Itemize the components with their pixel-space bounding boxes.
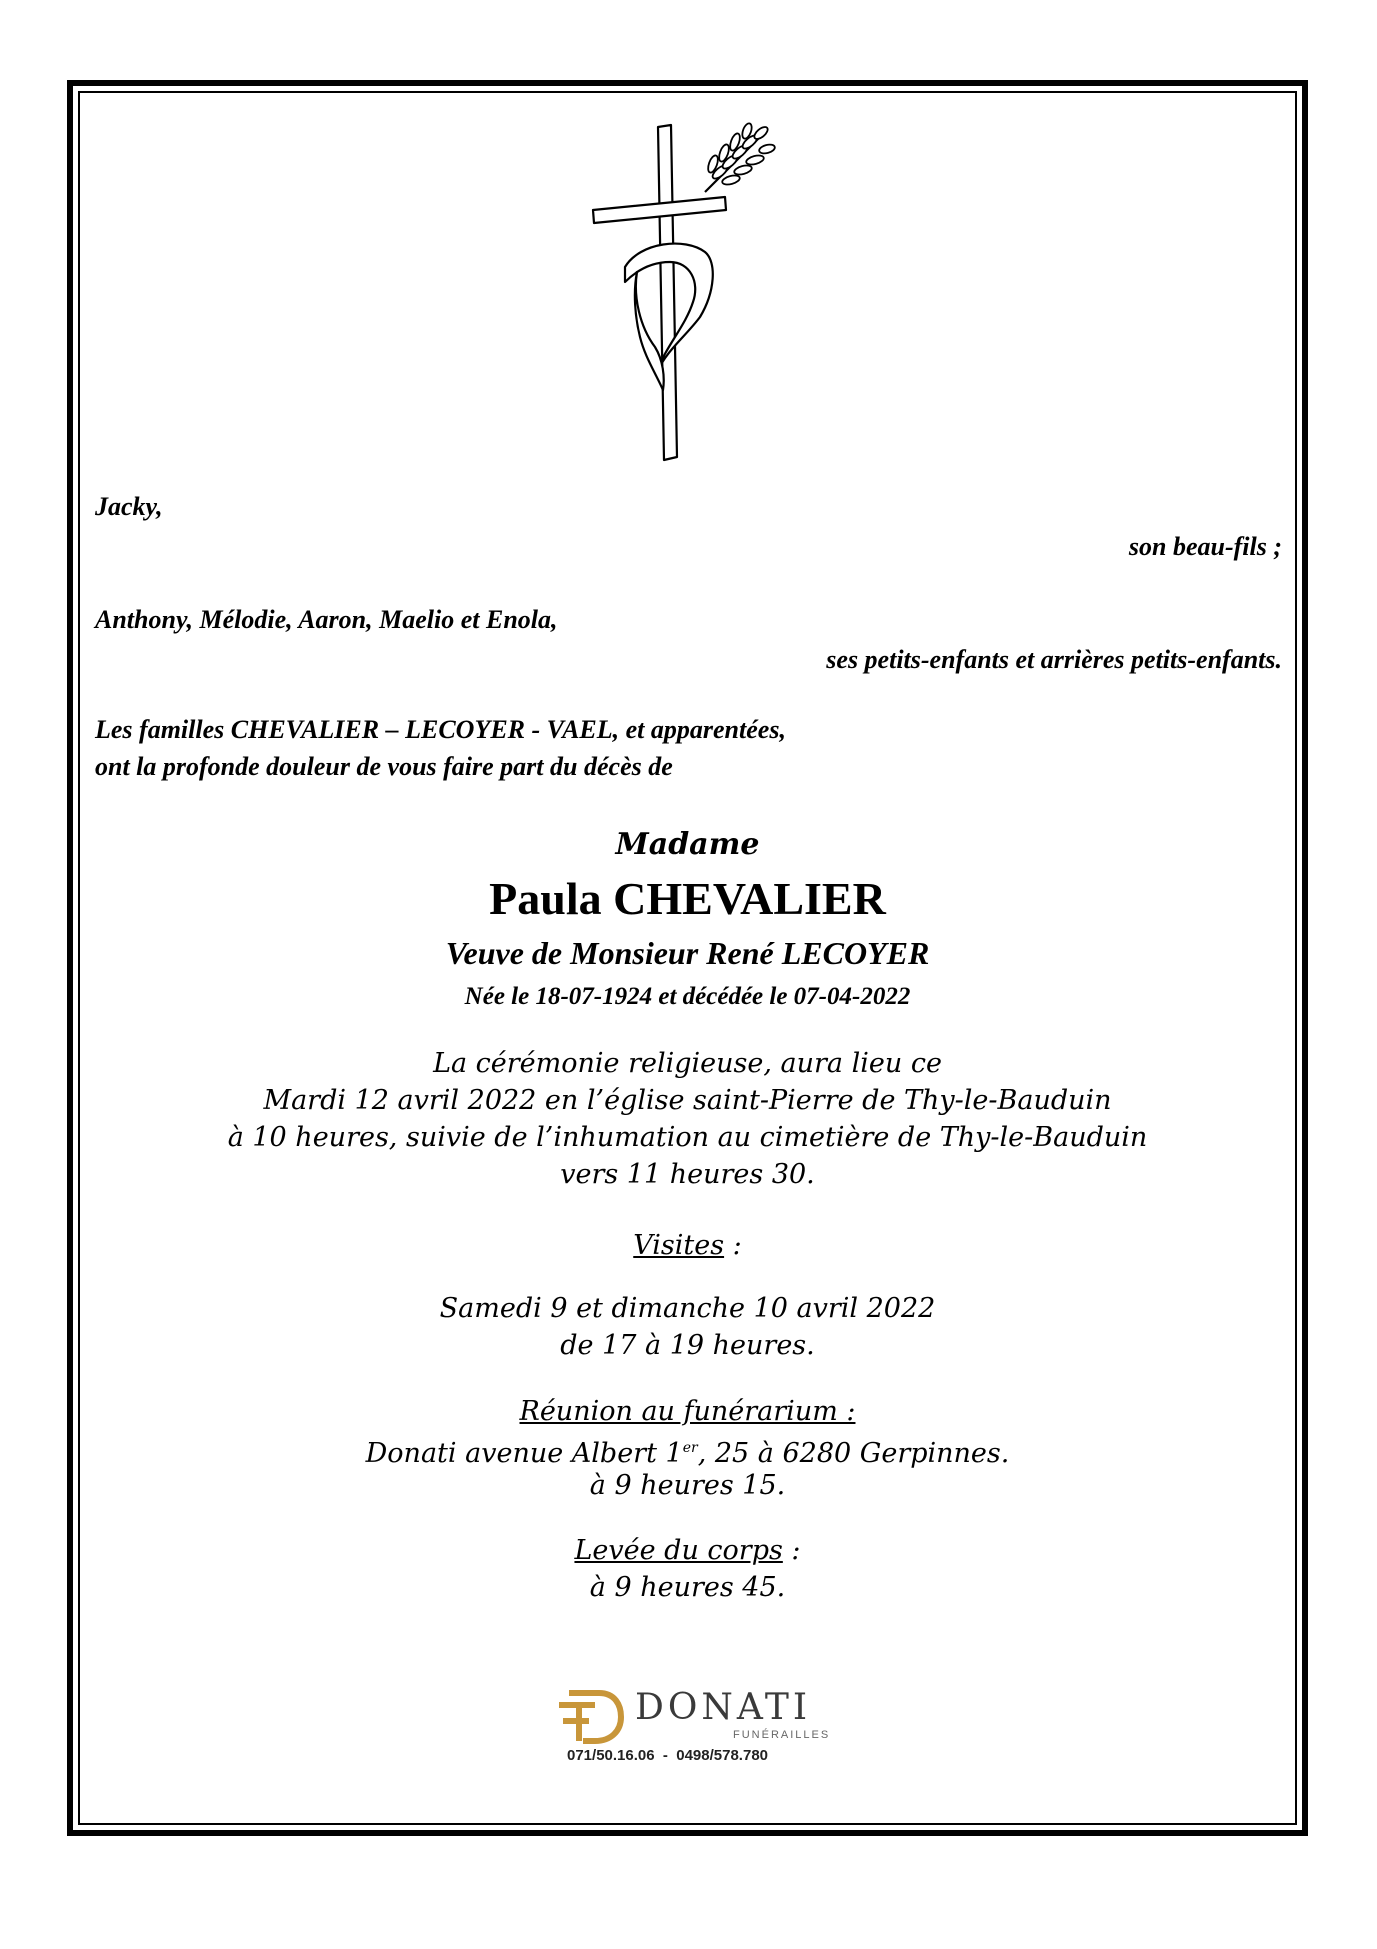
family-line-jacky: Jacky, (95, 492, 163, 521)
family-line-grandchildren-role: ses petits-enfants et arrières petits-enfants. (826, 645, 1282, 674)
meeting-address-a: Donati avenue Albert 1 (365, 1438, 683, 1469)
visits-heading-colon: : (724, 1230, 742, 1261)
deceased-dates: Née le 18-07-1924 et décédée le 07-04-2022 (464, 983, 911, 1010)
deceased-widow-of: Veuve de Monsieur René LECOYER (445, 935, 930, 971)
visits-heading-text: Visites (633, 1230, 725, 1261)
donati-logo-subtitle: FUNÉRAILLES (733, 1729, 831, 1741)
lifting-heading-text: Levée du corps (574, 1535, 783, 1566)
family-line-son-in-law: son beau-fils ; (1128, 532, 1282, 561)
lifting-heading-colon: : (782, 1535, 801, 1566)
visits-line: Samedi 9 et dimanche 10 avril 2022 (439, 1293, 936, 1324)
lifting-time: à 9 heures 45. (589, 1572, 786, 1603)
meeting-address (78, 1430, 1297, 1472)
visits-heading (78, 1227, 1297, 1264)
ceremony-text (78, 1045, 1297, 1193)
meeting-address-sup: er (682, 1440, 698, 1456)
donati-logo-name: DONATI (635, 1687, 812, 1728)
ceremony-line: Mardi 12 avril 2022 en l’église saint-Pierre de Thy-le-Bauduin (263, 1085, 1112, 1116)
donati-monogram-icon (555, 1687, 625, 1745)
visits-text (78, 1290, 1297, 1364)
family-line-families: Les familles CHEVALIER – LECOYER - VAEL, et apparentées, (95, 715, 786, 744)
donati-phone-numbers: 071/50.16.06 - 0498/578.780 (567, 1747, 769, 1764)
donati-logo (555, 1685, 831, 1775)
visits-line: de 17 à 19 heures. (560, 1330, 815, 1361)
meeting-heading-text: Réunion au funérarium : (519, 1396, 856, 1427)
family-line-announcement: ont la profonde douleur de vous faire part du décès de (95, 752, 673, 781)
meeting-heading (78, 1393, 1297, 1430)
cross-with-wheat-icon (585, 122, 805, 467)
ceremony-line: à 10 heures, suivie de l’inhumation au cimetière de Thy-le-Bauduin (227, 1122, 1148, 1153)
lifting-heading (78, 1532, 1297, 1569)
ceremony-line: La cérémonie religieuse, aura lieu ce (433, 1048, 942, 1079)
ceremony-line: vers 11 heures 30. (560, 1159, 815, 1190)
meeting-address-b: , 25 à 6280 Gerpinnes. (697, 1438, 1010, 1469)
family-line-grandchildren: Anthony, Mélodie, Aaron, Maelio et Enola, (95, 605, 558, 634)
deceased-name: Paula CHEVALIER (489, 873, 886, 924)
deceased-title: Madame (615, 827, 760, 862)
meeting-time: à 9 heures 15. (589, 1470, 786, 1501)
